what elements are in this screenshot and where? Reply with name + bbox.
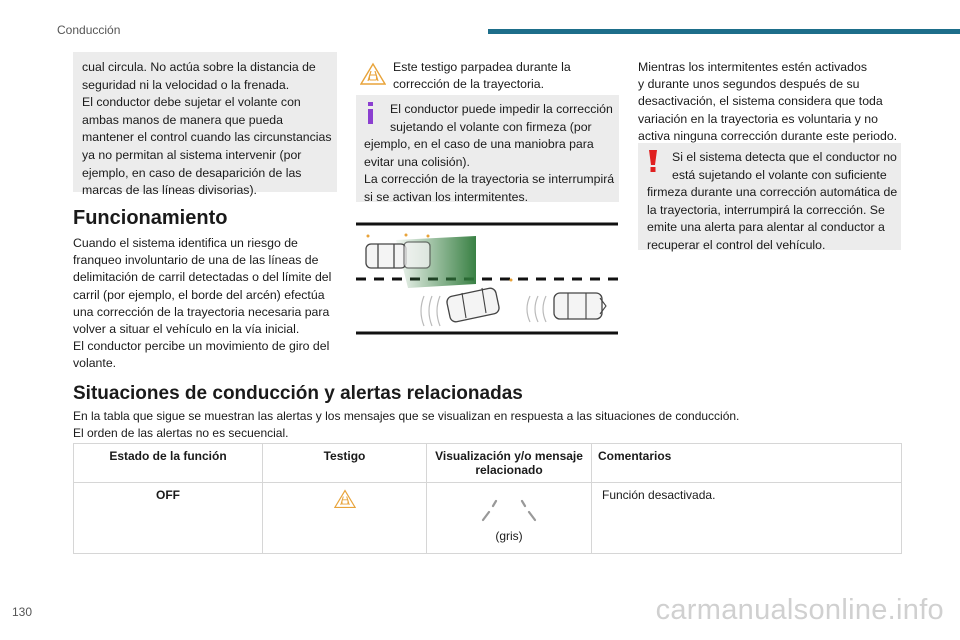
intro-line: El orden de las alertas no es secuencial. xyxy=(73,425,289,440)
cell-comment: Función desactivada. xyxy=(592,483,902,554)
info-line: El conductor puede impedir la corrección xyxy=(390,102,613,116)
funcionamiento-paragraph xyxy=(73,235,337,373)
lane-warning-icon xyxy=(334,488,356,513)
para-line: volver a situar el vehículo en la vía inicial. xyxy=(73,322,300,337)
alert-line: emite una alerta para alentar al conductor a xyxy=(647,220,885,235)
col-header-visualizacion: Visualización y/o mensaje relacionado xyxy=(427,444,592,483)
box-line: mantener el control cuando las circunstancias xyxy=(82,130,332,145)
para-line: desactivación, el sistema considera que toda xyxy=(638,94,883,109)
para-line: franqueo involuntario de una de las líneas de xyxy=(73,253,319,268)
warning-line: Este testigo parpadea durante la xyxy=(393,60,571,74)
para-line: El conductor percibe un movimiento de giro del xyxy=(73,339,330,354)
info-line: ejemplo, en el caso de una maniobra para xyxy=(364,137,594,152)
box-line: ambas manos de manera que pueda xyxy=(82,112,283,127)
box-line: ejemplo, en caso de desaparición de las xyxy=(82,165,302,180)
alert-line: Si el sistema detecta que el conductor no xyxy=(672,150,897,164)
warning-line: corrección de la trayectoria. xyxy=(393,77,545,92)
col1-info-box xyxy=(73,52,337,198)
alert-line: recuperar el control del vehículo. xyxy=(647,237,826,252)
cell-state: OFF xyxy=(74,483,263,554)
info-line: La corrección de la trayectoria se interrumpirá xyxy=(364,172,615,187)
intermitentes-paragraph xyxy=(638,59,900,145)
lane-lines-gray-icon xyxy=(479,496,539,525)
box-line: cual circula. No actúa sobre la distancia de xyxy=(82,60,316,74)
warning-text xyxy=(393,59,618,93)
header-accent-bar xyxy=(488,29,960,34)
lane-keeping-illustration xyxy=(356,222,618,337)
situaciones-intro xyxy=(73,408,902,441)
table-header-row xyxy=(74,444,902,483)
para-line: una corrección de la trayectoria necesaria para xyxy=(73,304,330,319)
para-line: activa ninguna corrección durante este periodo. xyxy=(638,128,898,143)
situaciones-heading: Situaciones de conducción y alertas relacionadas xyxy=(73,383,523,404)
intro-line: En la tabla que sigue se muestran las alertas y los mensajes que se visualizan en respuesta a las situaciones de conducción. xyxy=(73,409,740,423)
para-line: volante. xyxy=(73,356,117,371)
watermark: carmanualsonline.info xyxy=(655,594,944,626)
col2-info-box xyxy=(356,95,619,202)
para-line: delimitación de carril detectadas o del límite del xyxy=(73,270,332,285)
para-line: variación en la trayectoria es voluntaria y no xyxy=(638,111,878,126)
para-line: Cuando el sistema identifica un riesgo de xyxy=(73,236,298,250)
table-row xyxy=(74,483,902,554)
box-line: El conductor debe sujetar el volante con xyxy=(82,95,301,110)
info-line: sujetando el volante con firmeza (por xyxy=(390,119,592,134)
box-line: seguridad ni la velocidad o la frenada. xyxy=(82,77,290,92)
alerts-table xyxy=(73,443,902,554)
display-caption: (gris) xyxy=(495,529,523,543)
alert-line: está sujetando el volante con suficiente xyxy=(672,167,887,182)
funcionamiento-heading: Funcionamiento xyxy=(73,207,228,229)
lane-warning-icon xyxy=(360,62,386,86)
cell-visualizacion xyxy=(427,483,592,554)
col-header-estado: Estado de la función xyxy=(74,444,263,483)
box-line: marcas de las líneas divisorias). xyxy=(82,183,257,198)
info-line: evitar una colisión). xyxy=(364,154,470,169)
info-icon xyxy=(364,101,378,125)
para-line: Mientras los intermitentes estén activados xyxy=(638,60,867,74)
header-section-title: Conducción xyxy=(57,23,121,37)
exclamation-icon xyxy=(646,149,660,173)
alert-line: la trayectoria, interrumpirá la corrección. Se xyxy=(647,202,885,217)
para-line: carril (por ejemplo, el borde del arcén) efectúa xyxy=(73,287,325,302)
info-line: si se activan los intermitentes. xyxy=(364,189,529,204)
alert-line: firmeza durante una corrección automática de xyxy=(647,185,898,200)
para-line: y durante unos segundos después de su xyxy=(638,77,860,92)
col-header-comentarios: Comentarios xyxy=(592,444,902,483)
col-header-testigo: Testigo xyxy=(263,444,427,483)
col3-alert-box xyxy=(638,143,901,250)
box-line: ya no permitan al sistema intervenir (por xyxy=(82,147,302,162)
page-number: 130 xyxy=(12,605,33,619)
cell-testigo xyxy=(263,483,427,554)
